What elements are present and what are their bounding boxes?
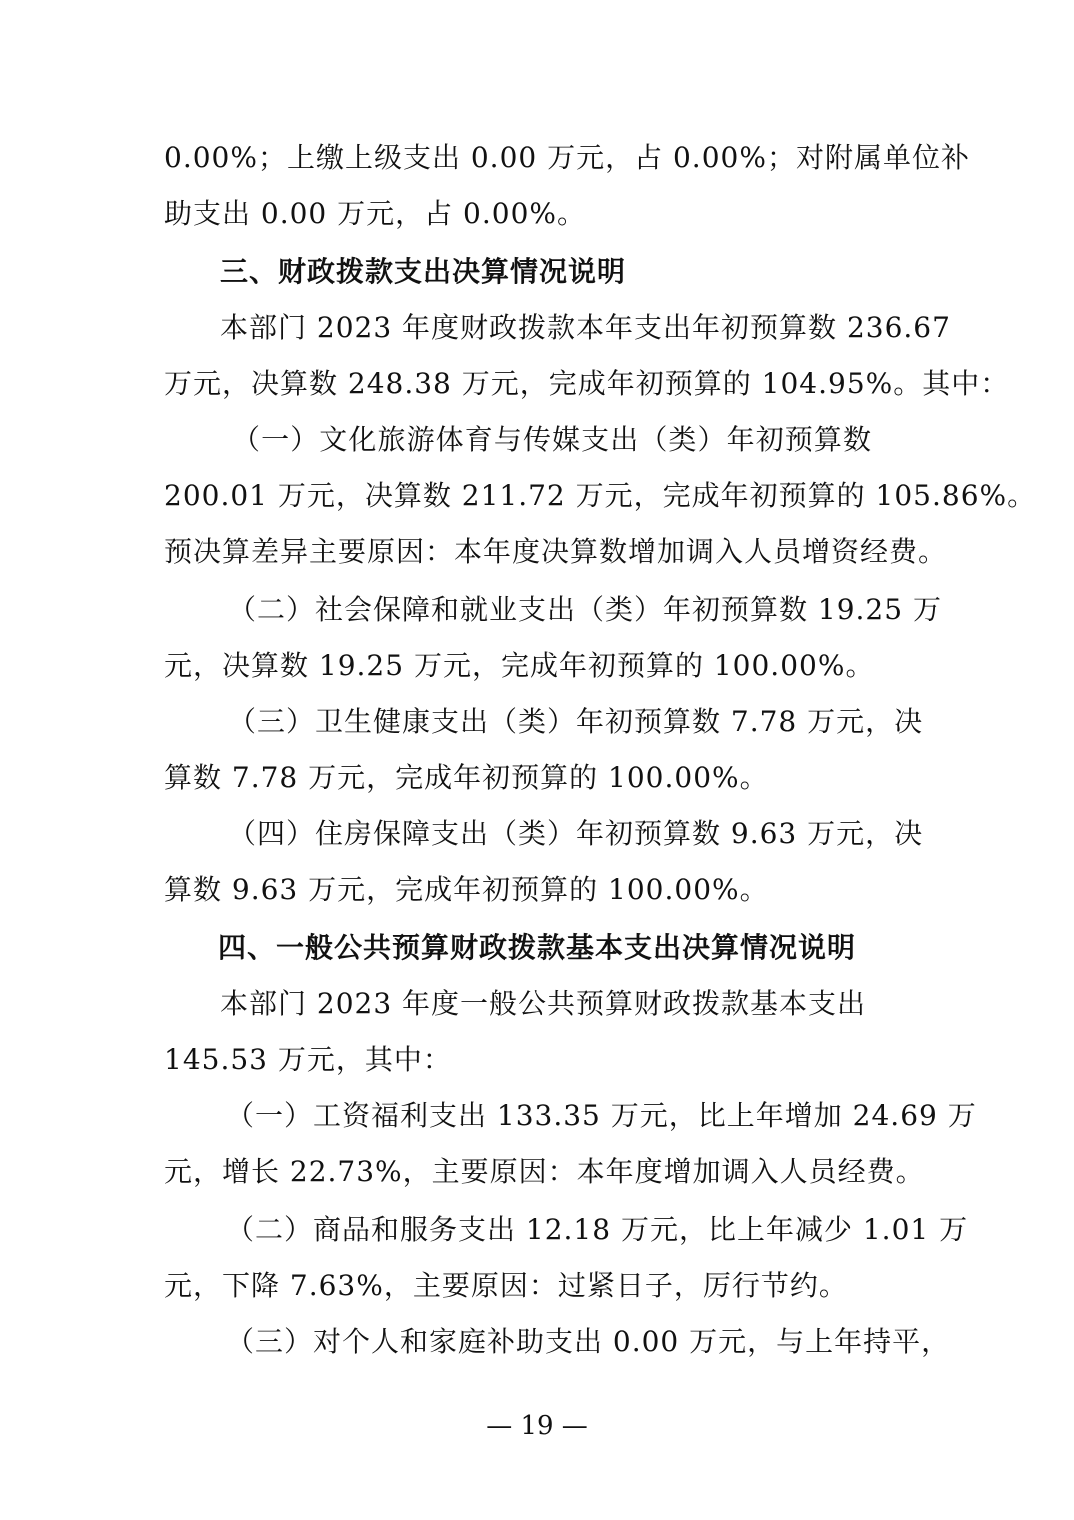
text-line: 200.01 万元，决算数 211.72 万元，完成年初预算的 105.86%。	[164, 479, 1037, 512]
text-line: 算数 9.63 万元，完成年初预算的 100.00%。	[164, 873, 769, 906]
text-line: 万元，决算数 248.38 万元，完成年初预算的 104.95%。其中：	[164, 367, 1010, 400]
text-line: （一）工资福利支出 133.35 万元，比上年增加 24.69 万	[226, 1099, 977, 1132]
text-line: 0.00%；上缴上级支出 0.00 万元，占 0.00%；对附属单位补	[164, 141, 970, 174]
text-line: 预决算差异主要原因：本年度决算数增加调入人员增资经费。	[164, 535, 948, 568]
text-line: （四）住房保障支出（类）年初预算数 9.63 万元，决	[228, 817, 924, 850]
section-heading: 三、财政拨款支出决算情况说明	[220, 255, 627, 288]
text-line: （二）商品和服务支出 12.18 万元，比上年减少 1.01 万	[226, 1213, 969, 1246]
text-line: 本部门 2023 年度一般公共预算财政拨款基本支出	[220, 987, 867, 1020]
text-line: 助支出 0.00 万元，占 0.00%。	[164, 197, 586, 230]
text-line: （二）社会保障和就业支出（类）年初预算数 19.25 万	[228, 593, 942, 626]
text-line: （一）文化旅游体育与传媒支出（类）年初预算数	[232, 423, 872, 456]
section-heading: 四、一般公共预算财政拨款基本支出决算情况说明	[218, 931, 857, 964]
text-line: 算数 7.78 万元，完成年初预算的 100.00%。	[164, 761, 769, 794]
page-number: — 19 —	[486, 1411, 588, 1441]
text-line: 元，增长 22.73%，主要原因：本年度增加调入人员经费。	[164, 1155, 925, 1188]
text-line: 元，决算数 19.25 万元，完成年初预算的 100.00%。	[164, 649, 875, 682]
text-line: 145.53 万元，其中：	[164, 1043, 452, 1076]
text-line: （三）对个人和家庭补助支出 0.00 万元，与上年持平，	[226, 1325, 951, 1358]
text-line: 本部门 2023 年度财政拨款本年支出年初预算数 236.67	[220, 311, 951, 344]
text-line: （三）卫生健康支出（类）年初预算数 7.78 万元，决	[228, 705, 924, 738]
text-line: 元，下降 7.63%，主要原因：过紧日子，厉行节约。	[164, 1269, 848, 1302]
